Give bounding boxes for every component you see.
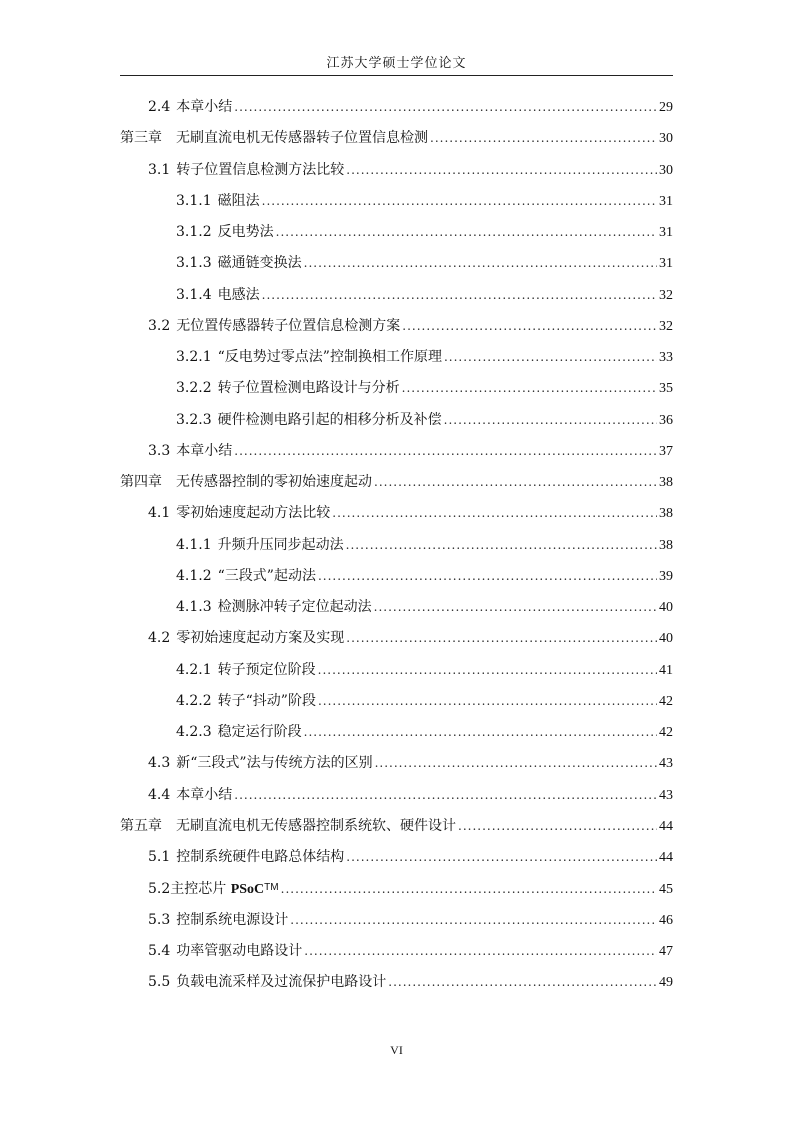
toc-leader-dots <box>262 283 657 307</box>
toc-entry-number: 3.2.3 <box>176 411 212 428</box>
toc-entry-title <box>218 376 400 400</box>
toc-leader-dots <box>458 814 657 838</box>
toc-entry[interactable] <box>176 689 673 713</box>
toc-entry-number: 4.1.3 <box>176 599 212 615</box>
toc-entry-number: 2.4 <box>148 99 171 115</box>
toc-leader-dots <box>346 845 657 869</box>
toc-entry[interactable] <box>148 439 673 463</box>
toc-entry[interactable] <box>176 251 673 275</box>
toc-entry-number: 5.2 <box>148 881 171 898</box>
toc-leader-dots <box>234 783 657 807</box>
toc-entry-number: 3.2.1 <box>176 349 212 365</box>
toc-entry[interactable] <box>148 501 673 525</box>
toc-entry-title <box>176 626 344 650</box>
toc-entry-page: 33 <box>659 350 673 365</box>
toc-entry[interactable] <box>176 720 673 744</box>
toc-entry-title <box>218 564 316 588</box>
toc-leader-dots <box>304 251 657 275</box>
toc-entry-title-text: 转子预定位阶段 <box>217 661 316 678</box>
toc-entry-title <box>218 251 302 275</box>
toc-entry-title <box>170 876 278 902</box>
toc-entry-number: 3.1.2 <box>176 224 212 240</box>
toc-entry-title-text: 硬件检测电路引起的相移分析及补偿 <box>217 411 442 428</box>
toc-entry-title <box>176 95 232 119</box>
toc-entry[interactable] <box>148 908 673 932</box>
toc-leader-dots <box>304 720 657 744</box>
toc-entry-number: 3.1.1 <box>176 192 212 209</box>
toc-leader-dots <box>290 908 657 932</box>
toc-entry-title <box>176 783 232 807</box>
toc-entry-title <box>218 408 442 432</box>
toc-entry-page: 45 <box>659 882 673 898</box>
toc-entry-title-tm: TM <box>264 882 279 894</box>
toc-entry-page: 43 <box>659 787 673 803</box>
toc-entry-page: 37 <box>659 443 673 459</box>
toc-entry-number: 3.2 <box>148 317 171 334</box>
toc-entry-title <box>176 158 344 182</box>
toc-entry-title <box>176 751 372 775</box>
toc-entry-number: 5.4 <box>148 942 171 959</box>
toc-leader-dots <box>402 376 657 400</box>
toc-entry-number: 第四章 <box>120 474 162 490</box>
toc-entry-number: 4.1.1 <box>176 536 212 553</box>
toc-entry-title-text: 本章小结 <box>176 442 233 459</box>
toc-entry-page: 38 <box>659 475 673 490</box>
toc-leader-dots <box>318 658 657 682</box>
toc-leader-dots <box>346 626 657 650</box>
toc-entry-title-text: 升频升压同步起动法 <box>217 536 344 553</box>
toc-entry[interactable] <box>120 814 673 838</box>
toc-entry-title <box>218 658 316 682</box>
toc-entry-title-text: 转子“抖动”阶段 <box>217 692 316 709</box>
toc-entry-page: 32 <box>659 287 673 303</box>
toc-entry-page: 31 <box>659 193 673 209</box>
toc-entry-page: 30 <box>659 162 673 178</box>
toc-leader-dots <box>430 126 657 150</box>
header-rule <box>120 75 673 76</box>
toc-entry[interactable] <box>120 470 673 494</box>
toc-entry-title-text: 转子位置检测电路设计与分析 <box>217 380 400 397</box>
toc-entry[interactable] <box>148 783 673 807</box>
toc-entry-title-text: 功率管驱动电路设计 <box>176 942 303 959</box>
toc-entry-title <box>176 939 302 963</box>
toc-entry-title <box>218 283 260 307</box>
toc-entry[interactable] <box>176 376 673 400</box>
toc-entry-number: 4.2.2 <box>176 692 212 709</box>
toc-entry-title-text: 控制系统硬件电路总体结构 <box>176 849 345 865</box>
toc-leader-dots <box>234 95 657 119</box>
toc-entry-title-text: 电感法 <box>217 286 260 303</box>
toc-entry-title <box>176 439 232 463</box>
toc-leader-dots <box>304 939 657 963</box>
toc-leader-dots <box>444 408 657 432</box>
toc-entry-number: 4.4 <box>148 786 171 803</box>
toc-entry-title-text: 新“三段式”法与传统方法的区别 <box>176 755 373 772</box>
toc-entry-page: 43 <box>659 756 673 772</box>
toc-entry-number: 3.3 <box>148 442 171 459</box>
toc-entry-number: 3.1 <box>148 161 171 178</box>
toc-entry[interactable] <box>176 533 673 557</box>
toc-entry-title-text: 磁通链变换法 <box>217 255 302 272</box>
toc-entry[interactable] <box>148 314 673 338</box>
toc-entry-number: 4.2.3 <box>176 724 212 740</box>
toc-entry[interactable] <box>176 408 673 432</box>
toc-entry-title-text: 控制系统电源设计 <box>176 911 289 928</box>
page-number: VI <box>390 1043 403 1057</box>
toc-entry-title-text: 主控芯片 <box>170 881 231 898</box>
toc-entry-title-text: “反电势过零点法”控制换相工作原理 <box>217 349 442 365</box>
toc-entry-page: 40 <box>659 600 673 615</box>
toc-entry-title-text: 本章小结 <box>176 786 233 803</box>
toc-entry-title-text: 转子位置信息检测方法比较 <box>176 161 345 178</box>
toc-entry[interactable] <box>148 751 673 775</box>
toc-entry-title <box>176 845 344 869</box>
toc-entry-page: 32 <box>659 318 673 334</box>
toc-entry[interactable] <box>148 876 673 900</box>
toc-entry-number: 3.1.3 <box>176 255 212 272</box>
toc-entry[interactable] <box>148 158 673 182</box>
toc-entry-title <box>218 689 316 713</box>
toc-leader-dots <box>444 345 657 369</box>
toc-entry-title <box>176 314 400 338</box>
toc-entry-title <box>218 533 344 557</box>
toc-entry[interactable] <box>176 220 673 244</box>
toc-entry-number: 4.2 <box>148 630 171 647</box>
toc-entry-title-text: 无位置传感器转子位置信息检测方案 <box>176 317 401 334</box>
toc-entry-title <box>218 595 372 619</box>
toc-entry-title <box>218 720 302 744</box>
toc-entry[interactable] <box>148 970 673 994</box>
toc-entry-page: 31 <box>659 256 673 272</box>
toc-entry[interactable] <box>148 939 673 963</box>
toc-entry-number: 第三章 <box>120 130 162 147</box>
toc-entry-title <box>176 814 456 838</box>
toc-leader-dots <box>281 877 657 901</box>
toc-entry[interactable] <box>176 658 673 682</box>
toc-entry-page: 44 <box>659 850 673 865</box>
toc-entry-title <box>218 345 442 369</box>
toc-leader-dots <box>262 189 657 213</box>
toc-entry-number: 4.2.1 <box>176 661 212 678</box>
toc-entry-title-text: 负载电流采样及过流保护电路设计 <box>176 974 387 990</box>
toc-entry-page: 49 <box>659 975 673 990</box>
toc-leader-dots <box>276 220 657 244</box>
toc-leader-dots <box>402 314 657 338</box>
toc-entry-page: 40 <box>659 631 673 647</box>
toc-entry-title-bold: PSoC <box>230 882 265 898</box>
toc-entry-page: 44 <box>659 818 673 834</box>
toc-entry-page: 31 <box>659 225 673 240</box>
toc-leader-dots <box>234 439 657 463</box>
toc-entry-title <box>218 189 260 213</box>
toc-entry[interactable] <box>176 595 673 619</box>
toc-leader-dots <box>374 595 657 619</box>
toc-entry-number: 3.2.2 <box>176 380 212 397</box>
toc-entry[interactable] <box>176 345 673 369</box>
toc-entry-number: 4.1.2 <box>176 567 212 584</box>
toc-entry-title <box>176 470 372 494</box>
toc-leader-dots <box>346 533 657 557</box>
toc-entry-number: 5.5 <box>148 974 171 990</box>
toc-entry-title-text: 检测脉冲转子定位起动法 <box>217 599 372 615</box>
toc-entry-title <box>176 970 386 994</box>
toc-entry-title-text: 零初始速度起动方案及实现 <box>176 630 345 647</box>
running-header: 江苏大学硕士学位论文 <box>326 56 467 71</box>
toc-entry-page: 36 <box>659 412 673 428</box>
toc-entry-title-text: “三段式”起动法 <box>217 567 316 584</box>
toc-leader-dots <box>346 158 657 182</box>
toc-entry-number: 4.3 <box>148 755 171 772</box>
toc-leader-dots <box>318 689 657 713</box>
toc-entry-number: 3.1.4 <box>176 286 212 303</box>
toc-entry[interactable] <box>176 564 673 588</box>
toc-entry[interactable] <box>148 845 673 869</box>
toc-entry-page: 46 <box>659 912 673 928</box>
toc-entry-title <box>218 220 274 244</box>
toc-entry-page: 35 <box>659 381 673 397</box>
toc-leader-dots <box>374 470 657 494</box>
toc-leader-dots <box>388 970 657 994</box>
toc-entry-page: 47 <box>659 943 673 959</box>
toc-entry-page: 42 <box>659 725 673 740</box>
toc-entry-page: 29 <box>659 100 673 115</box>
toc-entry-title <box>176 126 428 150</box>
toc-entry-page: 30 <box>659 131 673 147</box>
toc-entry-page: 39 <box>659 568 673 584</box>
toc-entry-title-text: 稳定运行阶段 <box>217 724 302 740</box>
toc-entry[interactable] <box>120 126 673 150</box>
toc-entry-page: 41 <box>659 662 673 678</box>
toc-entry-title-text: 无传感器控制的零初始速度起动 <box>176 474 372 490</box>
toc-entry-page: 42 <box>659 693 673 709</box>
toc-leader-dots <box>318 564 657 588</box>
toc-entry-number: 5.3 <box>148 911 171 928</box>
toc-entry-page: 38 <box>659 537 673 553</box>
toc-entry-title <box>176 908 288 932</box>
toc-entry-title-text: 磁阻法 <box>217 192 260 209</box>
toc-entry-title-text: 本章小结 <box>176 99 233 115</box>
toc-entry[interactable] <box>148 95 673 119</box>
toc-entry-number: 4.1 <box>148 505 171 522</box>
toc-entry-number: 第五章 <box>120 817 162 834</box>
toc-entry-title-text: 无刷直流电机无传感器转子位置信息检测 <box>176 130 428 147</box>
toc-entry-title <box>176 501 330 525</box>
toc-entry-title-text: 无刷直流电机无传感器控制系统软、硬件设计 <box>176 817 456 834</box>
toc-leader-dots <box>375 751 657 775</box>
toc-entry[interactable] <box>176 283 673 307</box>
toc-leader-dots <box>332 501 657 525</box>
toc-entry[interactable] <box>148 626 673 650</box>
toc-entry-page: 38 <box>659 506 673 522</box>
toc-entry-title-text: 零初始速度起动方法比较 <box>176 505 331 522</box>
toc-entry-title-text: 反电势法 <box>217 224 274 240</box>
toc-entry-number: 5.1 <box>148 849 171 865</box>
toc-entry[interactable] <box>176 189 673 213</box>
